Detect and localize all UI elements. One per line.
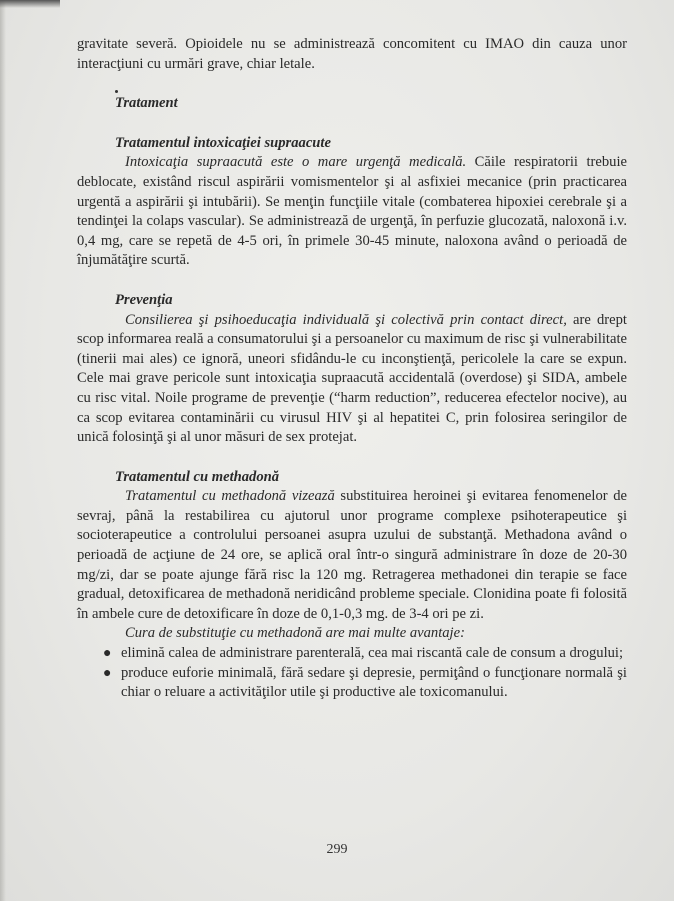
list-item-text: produce euforie minimală, fără sedare şi depresie, permiţând o funcţionare normală şi chiar o reluare a activităţilor utile şi productive ale toxicomanului. [121, 664, 627, 701]
bullet-icon: ● [103, 665, 112, 681]
heading-tratament: Tratament [115, 95, 178, 112]
heading-intoxicatie: Tratamentul intoxicaţiei supraacute [115, 134, 331, 151]
page-number: 299 [326, 842, 348, 857]
page-corner-mark [0, 0, 60, 8]
list-item-text: elimină calea de administrare parenterală, cea mai riscantă cale de consum a drogului; [121, 645, 624, 662]
advantages-list [77, 644, 627, 703]
list-item [77, 644, 627, 664]
paragraph-intoxicatie [77, 153, 627, 271]
advantages-intro-text: Cura de substituţie cu methadonă are mai multe avantaje: [125, 625, 465, 642]
body-intoxicatie: Căile respiratorii trebuie deblocate, existând riscul aspirării vomismentelor şi al asfixiei mecanice (prin practicarea urgentă a aspirării şi intubării). Se menţin funcţiile vitale (combaterea hipoxiei cerebrale şi a tendinţei la colaps vascular). Se administrează de urgenţă, în perfuzie glucozată, naloxonă i.v. 0,4 mg, care se repetă de 4-5 ori, în primele 30-45 minute, naloxona având o perioadă de înjumătăţire scurtă. [77, 154, 627, 269]
lead-italic-intoxicatie: Intoxicaţia supraacută este o mare urgenţă medicală. [125, 154, 467, 171]
body-methadona: substituirea heroinei şi evitarea fenomenelor de sevraj, până la restabilirea cu ajutorul unor programe complexe psihoterapeutice şi socioterapeutice a controlului persoanei asupra uzului de substanţă. Methadona având o perioadă de acţiune de 24 ore, se aplică oral într-o singură administrare în doze de 20-30 mg/zi, dar se poate ajunge fără risc la 120 mg. Retragerea methadonei din terapie se face gradual, detoxificarea de methadonă neridicând probleme speciale. Clonidina poate fi folosită în ambele cure de detoxificare în doze de 0,1-0,3 mg. de 3-4 ori pe zi. [77, 488, 627, 622]
lead-italic-preventia: Consilierea şi psihoeducaţia individuală şi colectivă prin contact direct, [125, 311, 567, 328]
advantages-intro [77, 624, 627, 644]
lead-italic-methadona: Tratamentul cu methadonă vizează [125, 488, 335, 505]
body-preventia: are drept scop informarea reală a consumatorului şi a persoanelor cu maximum de risc şi vulnerabilitate (tinerii mai ales) ce ignoră, uneori sfidându-le cu inconştienţă, pericolele la care se expun. Cele mai grave pericole sunt intoxicaţia supraacută accidentală (overdose) şi SIDA, ambele cu risc vital. Noile programe de prevenţie (“harm reduction”, reducerea efectelor nocive), au ca scop evitarea contaminării cu virusul HIV şi al hepatitei C, prin folosirea seringilor de unică folosinţă şi al unor măsuri de sex protejat. [77, 311, 627, 446]
paragraph-methadona [77, 487, 627, 624]
heading-methadona: Tratamentul cu methadonă [115, 468, 280, 485]
bullet-icon: ● [103, 646, 112, 662]
paragraph-preventia [77, 311, 627, 448]
list-item [77, 664, 627, 703]
page-text [77, 35, 627, 703]
heading-preventia: Prevenţia [115, 291, 173, 308]
intro-paragraph: gravitate severă. Opioidele nu se administrează concomitent cu IMAO din cauza unor interacţiuni cu urmări grave, chiar letale. [77, 36, 627, 72]
page-edge-shadow [0, 0, 6, 901]
